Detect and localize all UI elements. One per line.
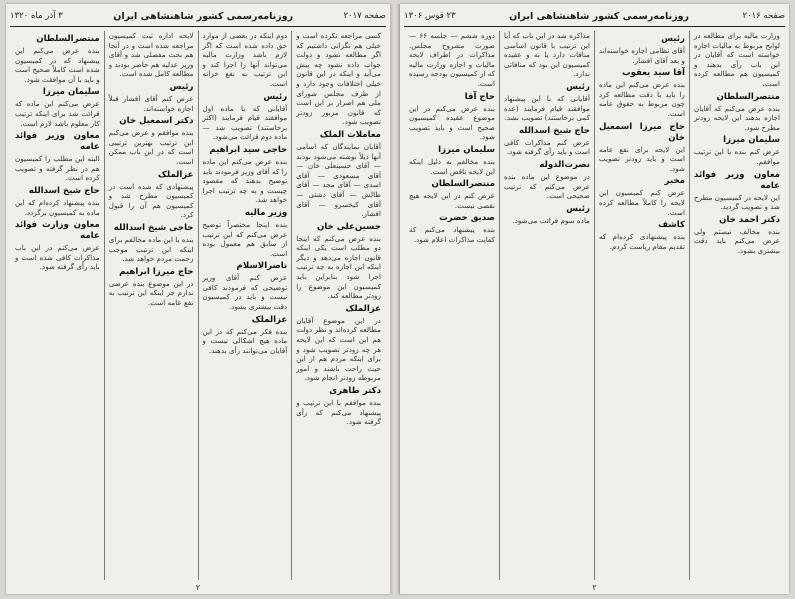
speaker-name: وزیر مالیه [244,207,288,218]
paragraph: بنده اینجا مختصراً توضیح عرض می‌کنم که این ترتیب از سابق هم معمول بوده است. [202,219,288,258]
speaker-name: حاجی سید ابراهیم [209,144,288,155]
text-column [405,31,500,580]
right-page-columns [405,31,784,580]
speaker-name: سلیمان میرزا [723,135,780,146]
paragraph: بنده با این ماده مخالفم برای اینکه این ترتیب موجب زحمت مردم خواهد شد. [108,234,194,264]
speaker-name: حاجی شیخ اسدالله [113,222,194,233]
speaker-name: دکتر احمد خان [719,214,780,225]
paragraph: عرض کنم مذاکرات کافی است و باید رأی گرفته شود. [504,137,590,157]
paragraph: عرض کنم آقای وزیر توضیحی که فرمودند کافی نیست و باید در کمیسیون دقت بیشتری بشود. [202,273,288,312]
left-page-header [10,8,386,24]
paragraph: بنده عرض می‌کنم این پیشنهاد که در کمیسیون شده است کاملاً صحیح است و باید با آن موافقت شود. [15,46,100,84]
speaker-name: معاون وزارت فوائد عامه [15,220,100,242]
paragraph: لایحه اداره ثبت کمیسیون مراجعه شده است و در آنجا هم بحث مفصلی شد و آقای وزیر عدلیه هم حاضر بودند و مطالعه کامل شده است. [108,31,194,79]
speaker-name: دکتر اسمعیل خان [119,116,194,127]
paragraph: بنده عرض می‌کنم در این موضوع عقیده کمیسیون صحیح است و باید تصویب شود. [409,103,495,142]
speaker-name: عزالملک [158,169,194,180]
publication-title: روزنامه‌رسمی کشور شاهنشاهی ایران [509,10,689,22]
speaker-name: رئیس [566,203,590,214]
speaker-name: حاج آقا [464,91,495,102]
header-rule [10,26,386,27]
paragraph: آقایان نمایندگان که اسامی آنها ذیلاً نوشته می‌شود بودند — آقای حسینعلی خان — آقای مسعودی — آقای اسدی — آقای مجد — آقای طالش — آقای دشتی — آقای کیخسرو — آقای افشار. [296,141,381,219]
paragraph: بنده عرض می‌کنم که اینجا دو مطلب است یکی اینکه قانون اجازه می‌دهد و دیگر اینکه این اجازه به چه ترتیب اجرا شود بنابراین باید کمیسیون این موضوع را زودتر مطالعه کند. [296,233,381,301]
paragraph: آقایانی که با این پیشنهاد موافقند قیام فرمایند (عده کمی برخاستند) تصویب نشد. [504,93,590,123]
speaker-name: رئیس [566,81,590,92]
paragraph: عرض کنم کمیسیون این لایحه را کاملاً مطالعه کرده است. [599,188,685,217]
paragraph: بنده عرض می‌کنم این ماده را که آقای وزیر فرمودند باید توضیح بدهند که مقصود چیست و به چه ترتیب اجرا خواهد شد. [202,156,288,205]
speaker-name: ناصرالاسلام [236,261,288,272]
text-column [292,31,385,580]
speaker-name: سلیمان میرزا [438,144,495,155]
page-number: صفحه ۲۰۱۶ [742,11,785,21]
header-rule [404,26,785,27]
paragraph: بنده عرض می‌کنم این ماده را باید با دقت مطالعه کرد چون مربوط به حقوق عامه است. [599,80,685,118]
speaker-name: معاملات الملک [319,129,381,140]
speaker-name: منتصرالسلطان [36,34,100,44]
paragraph: دوره ششم — جلسه ۶۶ — صورت مشروح مجلس. مذاکرات در اطراف لایحه مالیات و اجازه وزارت مالیه که از کمیسیون بودجه رسیده است. [409,31,495,88]
paragraph: پیشنهادی که شده است در کمیسیون مطرح شد و کمیسیون هم آن را قبول کرد. [108,181,194,220]
paragraph: عرض کنم آقای افشار قبلاً اجازه خواسته‌اند. [108,93,194,113]
speaker-name: حاج شیخ اسدالله [28,185,100,196]
speaker-name: رئیس [661,34,685,44]
left-page-columns [11,31,385,580]
speaker-name: حسین‌علی خان [317,221,381,232]
speaker-name: رئیس [169,81,194,92]
paragraph: عرض می‌کنم در این باب مذاکرات کافی شده است و باید رأی گرفته شود. [15,243,100,272]
paragraph: کسی مراجعه نکرده است و خیلی هم نگرانی داشتیم که اگر مطالعه نشود و دولت جواب داده نشود چه پیش می‌آید و اینکه در این قانون خیلی اختلافات وجود دارد و از طرف مجلس شورای ملی هم اصرار بر این است که قانون مزبور زودتر تصویب شود. [296,31,381,127]
paragraph: بنده موافقم و عرض می‌کنم این ترتیب بهترین ترتیبی است که در این باب ممکن است. [108,128,194,166]
speaker-name: حاج شیخ اسدالله [518,125,590,136]
paragraph: در این موضوع آقایان مطالعه کرده‌اند و نظر دولت هم این است که این لایحه هر چه زودتر تصویب شود و برای اینکه مردم هم از این حیث راحت باشند و امور مربوطه زودتر انجام شود. [296,315,381,383]
text-column [199,31,293,580]
speaker-name: منتصرالسلطان [431,179,495,190]
speaker-name: دکتر طاهری [329,386,381,396]
paragraph: بنده عرض می‌کنم که آقایان اجازه بدهند این لایحه زودتر مطرح شود. [694,103,780,132]
paragraph: بنده موافقم با این ترتیب و پیشنهاد می‌کنم که رأی گرفته شود. [296,398,381,427]
speaker-name: آقا سید یعقوب [622,68,685,79]
speaker-name: منتصرالسلطان [716,91,780,102]
speaker-name: معاون وزیر فوائد عامه [15,131,100,153]
speaker-name: صدیق حضرت [439,213,495,224]
speaker-name: عزالملک [345,303,381,314]
right-page-header [404,8,785,24]
paragraph: عرض کنم بنده با این ترتیب موافقم. [694,147,780,166]
paragraph: بنده پیشنهاد کرده‌ام که این ماده به کمیسیون برگردد. [15,197,100,217]
paragraph: بنده مخالفم به دلیل اینکه این لایحه ناقص است. [409,156,495,176]
page-number: صفحه ۲۰۱۷ [343,11,386,21]
paragraph: عرض می‌کنم این ماده که قرائت شد برای اینکه ترتیب کار معلوم باشد لازم است. [15,99,100,128]
issue-date: ۳ آذر ماه ۱۳۲۰ [10,11,63,21]
paragraph: آقایانی که با ماده اول موافقند قیام فرمایند (اکثر برخاستند) تصویب شد — ماده دوم قرائت می‌شود. [202,103,288,142]
speaker-name: حاج میرزا اسمعیل خان [599,121,685,143]
paragraph: بنده پیشنهادی کرده‌ام که تقدیم مقام ریاست کردم. [599,232,685,251]
text-column [11,31,105,580]
paragraph: دوم اینکه در بعضی از موارد حق داده شده است که اگر لازم باشد وزارت مالیه می‌تواند آنها را اجرا کند و این ترتیب به نفع خزانه است. [202,31,288,88]
paragraph: در این موضوع بنده عرضی ندارم جز اینکه این ترتیب به نفع عامه است. [108,278,194,307]
paragraph: بنده فکر می‌کنم که در این ماده هیچ اشکالی نیست و آقایان می‌توانند رأی بدهند. [202,326,288,355]
text-column [595,31,690,580]
publication-title: روزنامه‌رسمی کشور شاهنشاهی ایران [113,10,294,22]
paragraph: ماده سوم قرائت می‌شود. [512,215,590,225]
paragraph: بنده مخالف نیستم ولی عرض می‌کنم باید دقت بیشتری بشود. [694,226,780,255]
paragraph: وزارت مالیه برای مطالعه در لوایح مربوط به مالیات اجازه خواسته است که آقایان در این باب رأی بدهند و کمیسیون هم مطالعه کرده است. [694,31,780,88]
paragraph: مذاکره شد در این باب که آیا این ترتیب با قانون اساسی منافات دارد یا نه و عقیده کمیسیون این بود که منافاتی ندارد. [504,31,590,79]
paragraph: البته این مطلب را کمیسیون هم در نظر گرفته و تصویب کرده است. [15,154,100,183]
left-page-footer: ۲ [195,583,201,592]
speaker-name: معاون وزیر فوائد عامه [694,169,780,191]
paragraph: عرض کنم در این لایحه هیچ نقصی نیست. [409,191,495,210]
speaker-name: نصرت‌الدوله [539,159,590,170]
speaker-name: مخبر [664,176,685,187]
right-page-footer: ۲ [592,583,597,592]
text-column [105,31,199,580]
speaker-name: سلیمان میرزا [42,87,100,98]
left-page [6,4,390,594]
text-column [500,31,595,580]
text-column [690,31,784,580]
right-page [400,4,789,594]
paragraph: این لایحه برای نفع عامه است و باید زودتر تصویب شود. [599,144,685,173]
speaker-name: عزالملک [251,314,288,325]
paragraph: در موضوع این ماده بنده عرض می‌کنم که ترتیب صحیحی است. [504,171,590,201]
page-gutter [390,4,400,594]
paragraph: بنده پیشنهاد می‌کنم که کفایت مذاکرات اعلام شود. [409,225,495,244]
issue-date: ۲۳ قوس ۱۳۰۶ [404,11,456,21]
paragraph: این لایحه در کمیسیون مطرح شد و تصویب گردید. [694,192,780,212]
paragraph: آقای نظامی اجازه خواسته‌اند و بعد آقای افشار. [599,46,685,65]
speaker-name: حاج میرزا ابراهیم [119,266,194,277]
speaker-name: کاشف [658,220,685,231]
speaker-name: رئیس [263,91,288,102]
